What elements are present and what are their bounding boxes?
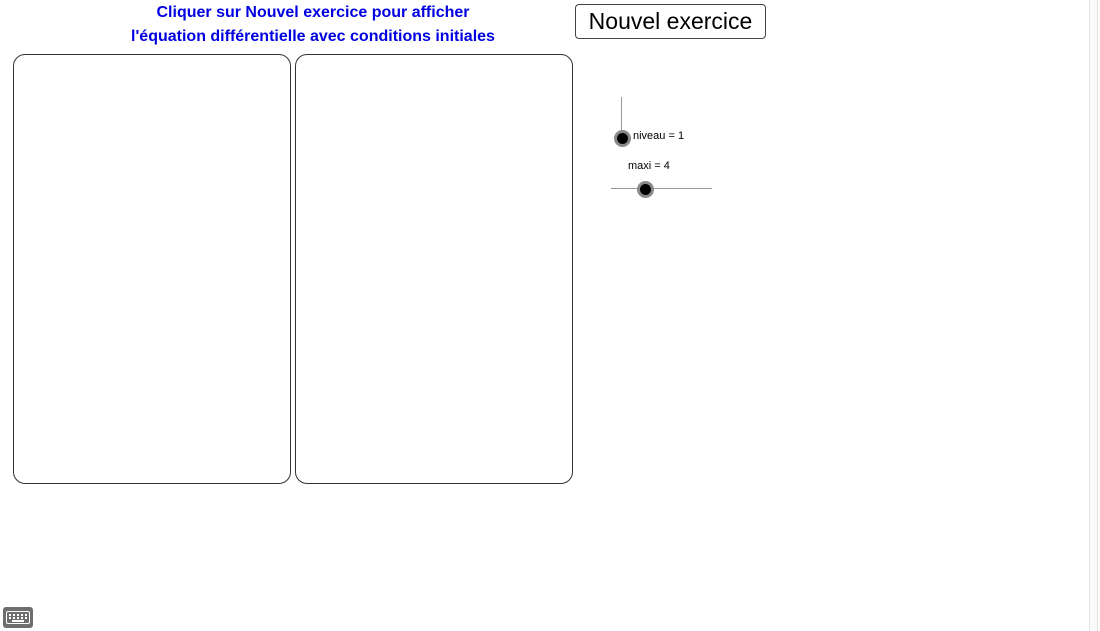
exercise-panel-left bbox=[13, 54, 291, 484]
instructions-text bbox=[120, 1, 506, 49]
exercise-panel-right bbox=[295, 54, 573, 484]
new-exercise-button[interactable]: Nouvel exercice bbox=[575, 4, 766, 39]
instructions-line-2: l'équation différentielle avec conditions initiales bbox=[131, 28, 495, 45]
niveau-slider-handle[interactable] bbox=[614, 130, 631, 147]
vertical-scrollbar[interactable] bbox=[1089, 0, 1098, 631]
niveau-label: niveau = 1 bbox=[633, 130, 685, 142]
maxi-slider-track[interactable] bbox=[611, 188, 712, 189]
instructions-line-1: Cliquer sur Nouvel exercice pour afficher bbox=[156, 4, 470, 21]
keyboard-icon bbox=[6, 611, 30, 624]
maxi-slider-handle[interactable] bbox=[637, 181, 654, 198]
keyboard-button[interactable] bbox=[3, 607, 33, 628]
maxi-label: maxi = 4 bbox=[628, 160, 670, 172]
